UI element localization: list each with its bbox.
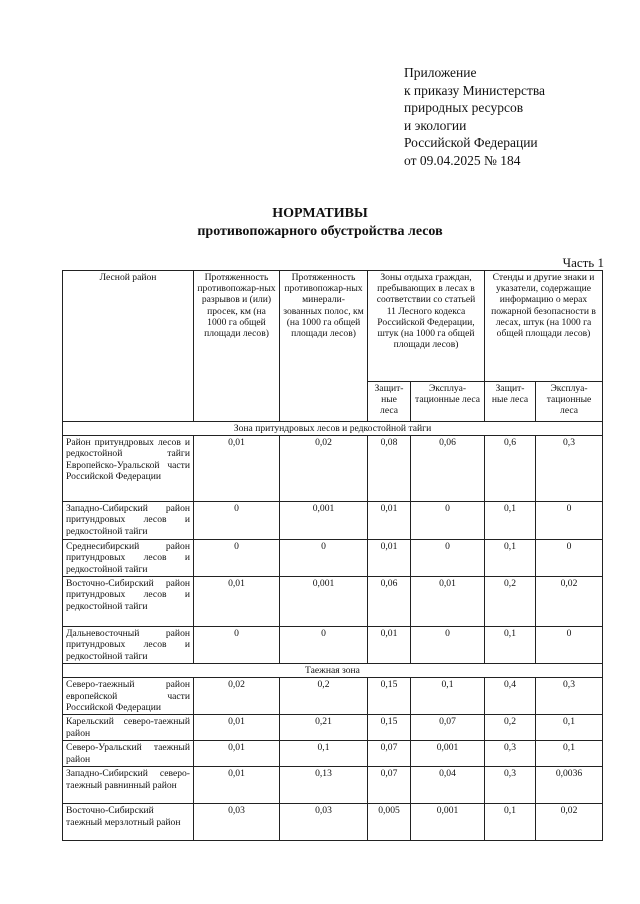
value-cell: 0,15: [368, 715, 411, 741]
value-cell: 0,03: [280, 804, 368, 841]
table-row: [63, 804, 603, 841]
value-cell: 0,3: [485, 767, 536, 804]
header-forest-region: Лесной район: [63, 271, 194, 422]
appendix-line: природных ресурсов: [404, 100, 524, 115]
title-main: НОРМАТИВЫ: [272, 206, 368, 221]
table-row: [63, 627, 603, 664]
value-cell: 0,06: [368, 577, 411, 627]
zone-title: Таежная зона: [63, 664, 603, 678]
value-cell: 0,07: [368, 767, 411, 804]
appendix-line: Российской Федерации: [404, 135, 538, 150]
value-cell: 0: [411, 502, 485, 540]
header-stands-exploitation: Эксплуа-тационные леса: [536, 382, 603, 422]
value-cell: 0,1: [411, 678, 485, 715]
forest-region-name: Дальневосточный район притундровых лесов и редкостойной тайги: [63, 627, 194, 664]
table-row: [63, 678, 603, 715]
forest-region-name: Карельский северо-таежный район: [63, 715, 194, 741]
value-cell: 0,02: [280, 436, 368, 502]
forest-region-name: Северо-Уральский таежный район: [63, 741, 194, 767]
value-cell: 0,2: [280, 678, 368, 715]
norms-table: [62, 270, 603, 841]
forest-region-name: Восточно-Сибирский таежный мерзлотный район: [63, 804, 194, 841]
value-cell: 0,1: [485, 627, 536, 664]
value-cell: 0,3: [485, 741, 536, 767]
value-cell: 0,0036: [536, 767, 603, 804]
value-cell: 0,06: [411, 436, 485, 502]
value-cell: 0,01: [411, 577, 485, 627]
value-cell: 0,6: [485, 436, 536, 502]
value-cell: 0: [194, 627, 280, 664]
value-cell: 0,001: [411, 741, 485, 767]
value-cell: 0,01: [368, 502, 411, 540]
header-stands-protective: Защит-ные леса: [485, 382, 536, 422]
value-cell: 0,3: [536, 436, 603, 502]
value-cell: 0,1: [485, 502, 536, 540]
value-cell: 0,4: [485, 678, 536, 715]
header-stands: Стенды и другие знаки и указатели, содержащие информацию о мерах пожарной безопасности в лесах, штук (на 1000 га общей площади лесов): [485, 271, 603, 382]
value-cell: 0,001: [280, 577, 368, 627]
forest-region-name: Среднесибирский район притундровых лесов и редкостойной тайги: [63, 540, 194, 577]
value-cell: 0,02: [536, 577, 603, 627]
title-subtitle: противопожарного обустройства лесов: [197, 224, 443, 239]
forest-region-name: Западно-Сибирский район притундровых лесов и редкостойной тайги: [63, 502, 194, 540]
value-cell: 0,1: [536, 741, 603, 767]
value-cell: 0: [411, 540, 485, 577]
zone-row: [63, 664, 603, 678]
header-rest-exploitation: Эксплуа-тационные леса: [411, 382, 485, 422]
forest-region-name: Северо-таежный район европейской части Российской Федерации: [63, 678, 194, 715]
value-cell: 0,01: [194, 767, 280, 804]
appendix-line: и экологии: [404, 117, 467, 133]
value-cell: 0,15: [368, 678, 411, 715]
forest-region-name: Район притундровых лесов и редкостойной тайги Европейско-Уральской части Российской Федерации: [63, 436, 194, 502]
table-row: [63, 767, 603, 804]
table-row: [63, 436, 603, 502]
value-cell: 0,02: [194, 678, 280, 715]
value-cell: 0,2: [485, 715, 536, 741]
value-cell: 0,3: [536, 678, 603, 715]
value-cell: 0,07: [368, 741, 411, 767]
value-cell: 0: [536, 540, 603, 577]
value-cell: 0,01: [194, 577, 280, 627]
value-cell: 0,2: [485, 577, 536, 627]
value-cell: 0,03: [194, 804, 280, 841]
appendix-block: [404, 64, 545, 169]
value-cell: 0,21: [280, 715, 368, 741]
value-cell: 0,13: [280, 767, 368, 804]
value-cell: 0,1: [485, 804, 536, 841]
value-cell: 0,07: [411, 715, 485, 741]
value-cell: 0: [536, 627, 603, 664]
value-cell: 0,001: [411, 804, 485, 841]
zone-row: [63, 422, 603, 436]
forest-region-name: Восточно-Сибирский район притундровых лесов и редкостойной тайги: [63, 577, 194, 627]
value-cell: 0,001: [280, 502, 368, 540]
header-rest-zones: Зоны отдыха граждан, пребывающих в лесах в соответствии со статьей 11 Лесного кодекса Российской Федерации, штук (на 1000 га общей площади лесов): [368, 271, 485, 382]
value-cell: 0,005: [368, 804, 411, 841]
table-row: [63, 540, 603, 577]
value-cell: 0,01: [368, 627, 411, 664]
zone-title: Зона притундровых лесов и редкостойной тайги: [63, 422, 603, 436]
header-firebreaks: Протяженность противопожар-ных разрывов и (или) просек, км (на 1000 га общей площади лесов): [194, 271, 280, 422]
appendix-line: Приложение: [404, 65, 477, 80]
value-cell: 0,02: [536, 804, 603, 841]
value-cell: 0: [411, 627, 485, 664]
value-cell: 0,01: [368, 540, 411, 577]
value-cell: 0: [280, 627, 368, 664]
value-cell: 0,01: [194, 715, 280, 741]
value-cell: 0,1: [536, 715, 603, 741]
appendix-line: к приказу Министерства: [404, 82, 546, 98]
table-row: [63, 577, 603, 627]
table-row: [63, 741, 603, 767]
value-cell: 0: [194, 502, 280, 540]
value-cell: 0,04: [411, 767, 485, 804]
table-row: [63, 502, 603, 540]
value-cell: 0,01: [194, 741, 280, 767]
table-row: [63, 715, 603, 741]
forest-region-name: Западно-Сибирский северо-таежный равнинный район: [63, 767, 194, 804]
appendix-line: от 09.04.2025 № 184: [404, 152, 521, 168]
value-cell: 0,08: [368, 436, 411, 502]
value-cell: 0: [194, 540, 280, 577]
value-cell: 0,1: [280, 741, 368, 767]
value-cell: 0: [536, 502, 603, 540]
value-cell: 0,1: [485, 540, 536, 577]
header-mineral-strips: Протяженность противопожар-ных минерали-зованных полос, км (на 1000 га общей площади лесов): [280, 271, 368, 422]
part-label: Часть 1: [562, 255, 604, 270]
value-cell: 0: [280, 540, 368, 577]
header-rest-protective: Защит-ные леса: [368, 382, 411, 422]
document-title: [0, 205, 640, 241]
value-cell: 0,01: [194, 436, 280, 502]
